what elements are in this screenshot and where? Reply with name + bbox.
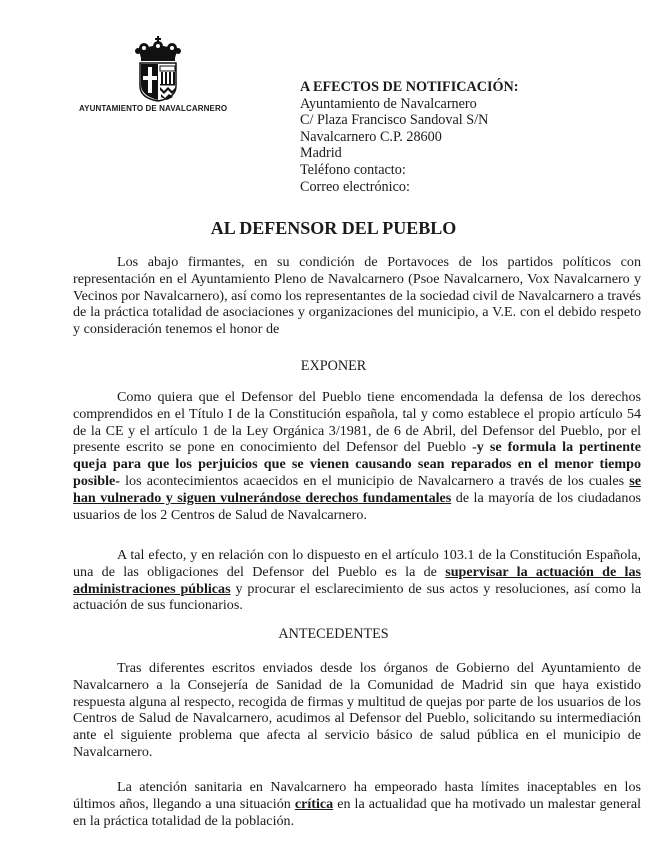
background-2-text-c: en la actualidad que ha motivado un malestar general en la práctica totalidad de la población. [73, 795, 641, 829]
section-heading-antecedentes: ANTECEDENTES [278, 626, 389, 642]
expose-2-text-c: y procurar el esclarecimiento de sus actos y resoluciones, así como la actuación de sus funcionarios. [73, 580, 641, 614]
address-line: Navalcarnero C.P. 28600 [300, 128, 442, 145]
email-line: Correo electrónico: [300, 178, 410, 195]
notification-heading: A EFECTOS DE NOTIFICACIÓN: [300, 79, 519, 95]
expose-paragraph-2 [73, 547, 641, 614]
document-title: AL DEFENSOR DEL PUEBLO [210, 218, 457, 238]
background-paragraph-1 [73, 660, 641, 761]
intro-text: Los abajo firmantes, en su condición de Portavoces de los partidos políticos con representación en el Ayuntamiento Pleno de Navalcarnero (Psoe Navalcarnero, Vox Navalcarnero y Vecinos por Navalcarnero), así como los representantes de la sociedad civil de Navalcarnero a través de la práctica totalidad de asociaciones y organizaciones del municipio, a V.E. con el debido respeto y consideración tenemos el honor de [73, 254, 641, 338]
organization-name: AYUNTAMIENTO DE NAVALCARNERO [79, 104, 228, 113]
section-heading-exponer: EXPONER [300, 358, 367, 374]
intro-paragraph [73, 254, 641, 338]
expose-1-bold: -y se formula la pertinente queja para que los perjuicios que se vienen causando sean reparados en el menor tiempo posible- [73, 439, 641, 489]
coat-of-arms-icon [134, 36, 182, 102]
expose-1-emphasis: se han vulnerado y siguen vulnerándose derechos fundamentales [73, 472, 641, 506]
address-line: Madrid [300, 145, 342, 162]
background-2-text-a: La atención sanitaria en Navalcarnero ha empeorado hasta límites inaceptables en los últimos años, llegando a una situación [73, 779, 641, 812]
background-paragraph-2 [73, 779, 641, 829]
expose-1-text-a: Como quiera que el Defensor del Pueblo tiene encomendada la defensa de los derechos comprendidos en el Título I de la Constitución española, tal y como establece el propio artículo 54 de la CE y el artículo 1 de la Ley Orgánica 3/1981, de 6 de Abril, del Defensor del Pueblo, por el presente escrito se pone en conocimiento del Defensor del Pueblo [73, 389, 641, 456]
notification-address-block [300, 79, 519, 195]
address-line: C/ Plaza Francisco Sandoval S/N [300, 112, 489, 129]
phone-line: Teléfono contacto: [300, 161, 406, 178]
expose-2-text-a: A tal efecto, y en relación con lo dispuesto en el artículo 103.1 de la Constitución Española, una de las obligaciones del Defensor del Pueblo es la de [73, 547, 641, 580]
expose-paragraph-1 [73, 389, 641, 523]
expose-1-text-e: de la mayoría de los ciudadanos usuarios de los 2 Centros de Salud de Navalcarnero. [73, 489, 641, 523]
background-1-text: Tras diferentes escritos enviados desde los órganos de Gobierno del Ayuntamiento de Navalcarnero a la Consejería de Sanidad de la Comunidad de Madrid sin que haya existido respuesta alguna al respecto, recogida de firmas y multitud de quejas por parte de los usuarios de los Centros de Salud de Navalcarnero, acudimos al Defensor del Pueblo, solicitando su intermediación ante el siguiente problema que afecta al servicio básico de salud pública en el municipio de Navalcarnero. [73, 660, 641, 760]
expose-2-emphasis: supervisar la actuación de las administraciones públicas [73, 563, 641, 597]
background-2-emphasis: crítica [294, 795, 334, 812]
expose-1-text-c: los acontecimientos acaecidos en el municipio de Navalcarnero a través de los cuales [120, 472, 630, 489]
address-line: Ayuntamiento de Navalcarnero [300, 95, 477, 112]
